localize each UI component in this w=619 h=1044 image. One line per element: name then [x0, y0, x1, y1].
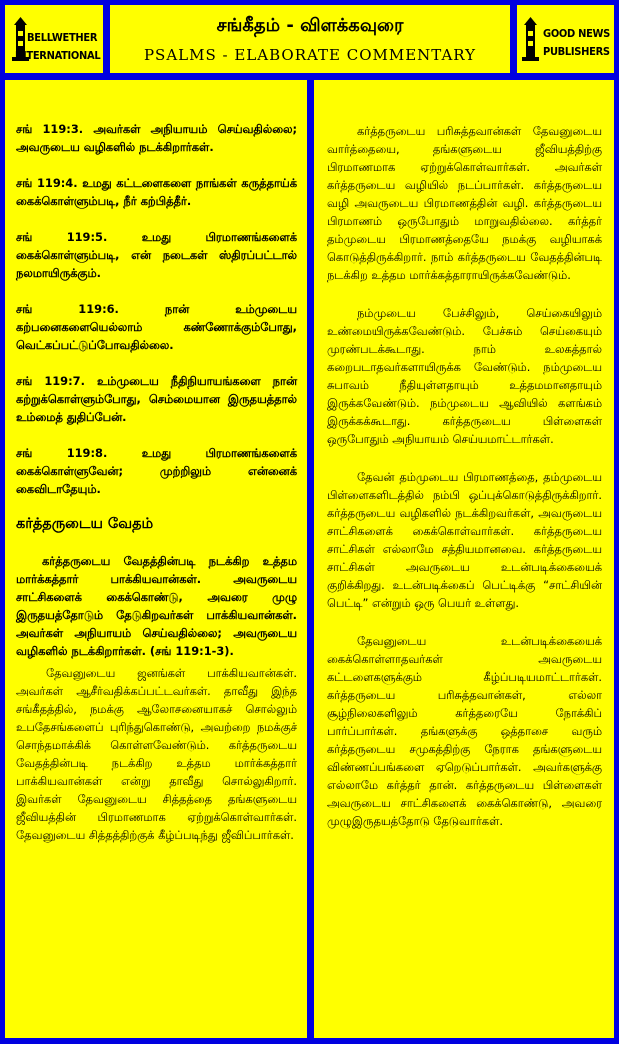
verse-119-8: சங் 119:8. உமது பிரமாணங்களைக் கைக்கொள்ளுவேன்; முற்றிலும் என்னைக் கைவிடாதேயும்.: [16, 446, 297, 496]
verse-119-6: சங் 119:6. நான் உம்முடைய கற்பனைகளையெல்லாம் கண்ணோக்கும்போது, வெட்கப்பட்டுப்போவதில்லை.: [16, 302, 297, 352]
title-panel: [110, 5, 510, 73]
verse-119-7: சங் 119:7. உம்முடைய நீதிநியாயங்களை நான் கற்றுக்கொள்ளும்போது, செம்மையான இருதயத்தால் உம்மைத் துதிப்பேன்.: [16, 374, 297, 424]
logo-text-line-1: GOOD NEWS: [543, 27, 610, 40]
verse-119-4: சங் 119:4. உமது கட்டளைகளை நாங்கள் கருத்தாய்க் கைக்கொள்ளும்படி, நீர் கற்பித்தீர்.: [16, 176, 297, 208]
left-column: [5, 80, 307, 1038]
page-title-tamil: சங்கீதம் - விளக்கவுரை: [216, 15, 404, 36]
verse-119-5: சங் 119:5. உமது பிரமாணங்களைக் கைக்கொள்ளும்படி, என் நடைகள் ஸ்திரப்பட்டால் நலமாயிருக்கும்.: [16, 230, 297, 280]
commentary-paragraph: தேவனுடைய ஜனங்கள் பாக்கியவான்கள். அவர்கள் ஆசீர்வதிக்கப்பட்டவர்கள். தாவீது இந்த சங்கீதத்தில், நமக்கு ஆலோசனையாகச் சொல்லும் உபதேசங்களைப் புரிந்துகொண்டு, அவற்றை நமக்குச் சொந்தமாக்கிக் கொள்ளவேண்டும். கர்த்தருடைய வேதத்தின்படி நடக்கிற உத்தம மார்க்கத்தார் பாக்கியவான்கள் என்று தாவீது சொல்லுகிறார். இவர்கள் தேவனுடைய சித்தத்தை தங்களுடைய ஜீவியத்தின் பிரமாணமாக ஏற்றுக்கொள்வார்கள். தேவனுடைய சித்தத்திற்குக் கீழ்ப்படிந்து ஜீவிப்பார்கள்.: [16, 666, 297, 842]
right-column: [314, 80, 614, 1038]
logo-text-line-2: INTERNATIONAL: [15, 49, 101, 62]
section-heading: கர்த்தருடைய வேதம்: [16, 516, 154, 532]
bold-paragraph: கர்த்தருடைய வேதத்தின்படி நடக்கிற உத்தம மார்க்கத்தார் பாக்கியவான்கள். அவருடைய சாட்சிகளைக் கைக்கொண்டு, அவரை முழு இருதயத்தோடும் தேடுகிறவர்கள் பாக்கியவான்கள். அவர்கள் அநியாயம் செய்வதில்லை; அவருடைய வழிகளில் நடக்கிறார்கள். (சங் 119:1-3).: [16, 554, 297, 658]
logo-text-line-2: PUBLISHERS: [543, 45, 610, 58]
bellwether-logo-panel: [5, 5, 103, 73]
commentary-paragraph: தேவனுடைய உடன்படிக்கையைக் கைக்கொள்ளாதவர்கள் அவருடைய கட்டளைகளுக்கும் கீழ்ப்படியமாட்டார்கள். கர்த்தருடைய பரிசுத்தவான்கள், எல்லா சூழ்நிலைகளிலும் கர்த்தரையே நோக்கிப் பார்ப்பார்கள். தங்களுக்கு ஒத்தாசை வரும் கர்த்தருடைய சமுகத்திற்கு நேராக தங்களுடைய விண்ணப்பங்களை ஏறெடுப்பார்கள். அவர்களுக்கு எல்லாமே கர்த்தர் தான். கர்த்தருடைய பிள்ளைகள் அவருடைய சாட்சிகளைக் கைக்கொண்டு, அவரை முழுஇருதயத்தோடு தேடுவார்கள்.: [327, 634, 602, 828]
good-news-logo-panel: [517, 5, 614, 73]
page-title-english: PSALMS - ELABORATE COMMENTARY: [143, 46, 477, 64]
commentary-paragraph: கர்த்தருடைய பரிசுத்தவான்கள் தேவனுடைய வார்த்தையை, தங்களுடைய ஜீவியத்திற்கு பிரமாணமாக ஏற்றுக்கொள்வார்கள். அவர்கள் கர்த்தருடைய வழியில் நடப்பார்கள். கர்த்தருடைய வழி அவருடைய பிரமாணத்தின் வழி. கர்த்தருடைய பிரமாணம் ஒருபோதும் மாறுவதில்லை. கர்த்தர் தம்முடைய பிரமாணத்தையே நமக்கு வழியாகக் கொடுத்திருக்கிறார். நாம் கர்த்தருடைய வேதத்தின்படி நடக்கிற உத்தம மார்க்கத்தாராயிருக்கவேண்டும்.: [327, 124, 602, 282]
commentary-paragraph: நம்முடைய பேச்சிலும், செய்கையிலும் உண்மையிருக்கவேண்டும். பேச்சும் செய்கையும் முரண்படக்கூடாது. நாம் உலகத்தால் கறைபடாதவர்களாயிருக்க வேண்டும். நம்முடைய சுபாவம் நீதியுள்ளதாயும் உத்தமமானதாயும் இருக்கவேண்டும். நம்முடைய ஆவியில் களங்கம் இருக்கக்கூடாது. கர்த்தருடைய பிள்ளைகள் ஒருபோதும் அநியாயம் செய்யமாட்டார்கள்.: [327, 306, 602, 446]
commentary-paragraph: தேவன் தம்முடைய பிரமாணத்தை, தம்முடைய பிள்ளைகளிடத்தில் நம்பி ஒப்புக்கொடுத்திருக்கிறார். கர்த்தருடைய வழிகளில் நடக்கிறவர்கள், அவருடைய சாட்சிகளைக் கைக்கொள்வார்கள். கர்த்தருடைய சாட்சிகள் எல்லாமே சத்தியமானவை. கர்த்தருடைய சாட்சிகள் அவருடைய உடன்படிக்கையைக் குறிக்கிறது. உடன்படிக்கைப் பெட்டிக்கு “சாட்சியின் பெட்டி” என்றும் ஒரு பெயர் உள்ளது.: [327, 470, 602, 610]
verse-119-3: சங் 119:3. அவர்கள் அநியாயம் செய்வதில்லை; அவருடைய வழிகளில் நடக்கிறார்கள்.: [16, 122, 297, 154]
logo-text-line-1: BELLWETHER: [27, 31, 98, 44]
